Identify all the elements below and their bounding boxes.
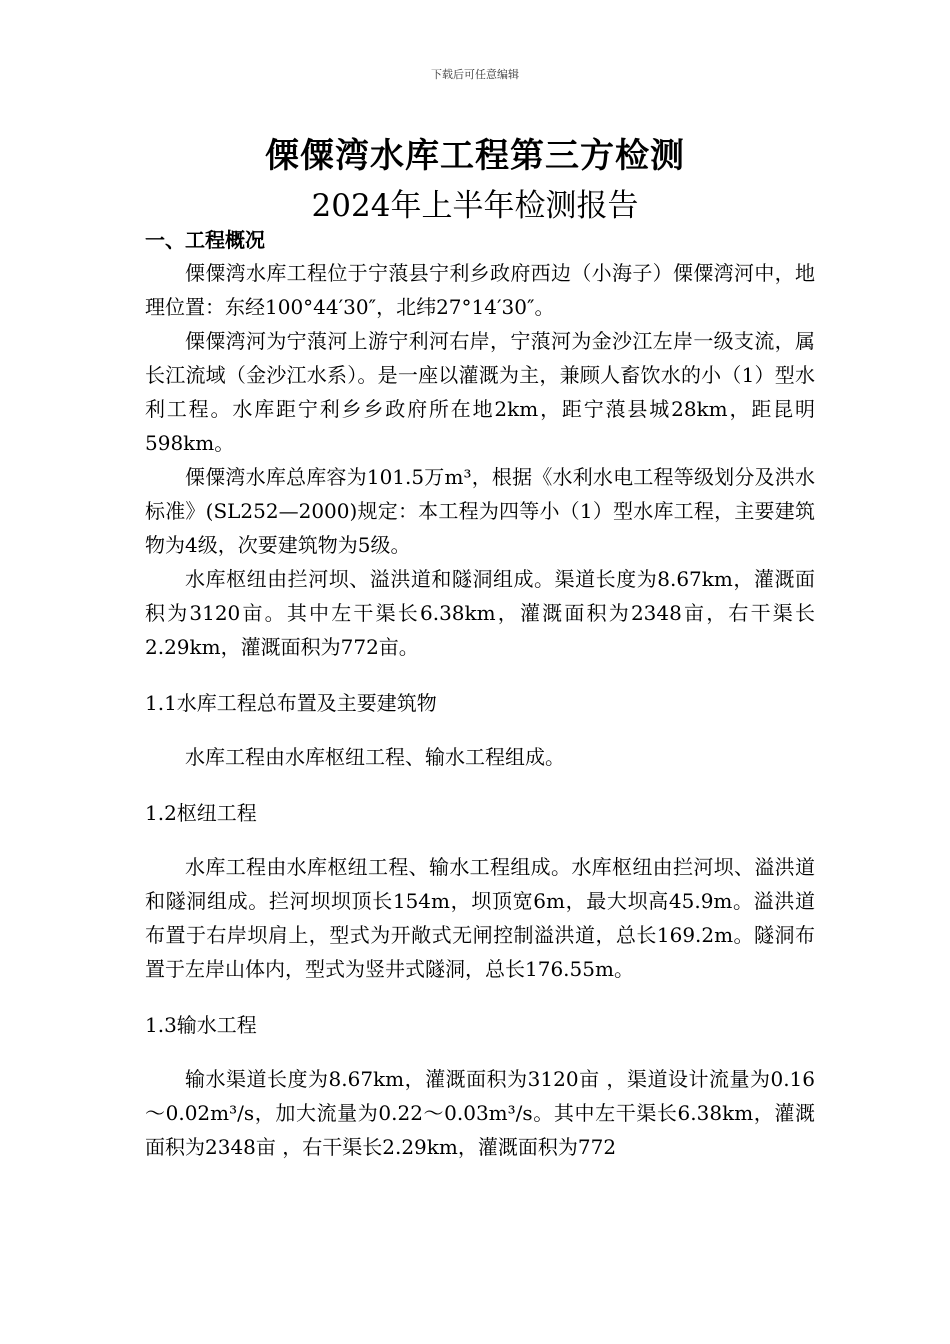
subsection-1-1-paragraph: 水库工程由水库枢纽工程、输水工程组成。: [185, 745, 565, 769]
subsection-1-3-paragraph: 输水渠道长度为8.67km，灌溉面积为3120亩 ，渠道设计流量为0.16～0.02m³/s，加大流量为0.22～0.03m³/s。其中左干渠长6.38km，灌溉面积为2348亩 ，右干渠长2.29km，灌溉面积为772: [145, 1067, 815, 1159]
overview-paragraph-location: 傈僳湾水库工程位于宁蒗县宁利乡政府西边（小海子）傈僳湾河中，地理位置：东经100°44′30″，北纬27°14′30″。: [145, 261, 815, 319]
overview-paragraph-river: 傈僳湾河为宁蒗河上游宁利河右岸，宁蒗河为金沙江左岸一级支流，属长江流域（金沙江水系）。是一座以灌溉为主，兼顾人畜饮水的小（1）型水利工程。水库距宁利乡乡政府所在地2km，距宁蒗县城28km，距昆明598km。: [145, 329, 815, 455]
subsection-heading-1-2: 1.2枢纽工程: [145, 801, 257, 825]
subsection-heading-1-3: 1.3输水工程: [145, 1013, 257, 1037]
document-title: 傈僳湾水库工程第三方检测: [265, 136, 685, 176]
subsection-heading-1-1: 1.1水库工程总布置及主要建筑物: [145, 691, 437, 715]
header-note: 下载后可任意编辑: [431, 68, 519, 81]
document-subtitle: 2024年上半年检测报告: [311, 188, 639, 224]
subsection-1-2-paragraph: 水库工程由水库枢纽工程、输水工程组成。水库枢纽由拦河坝、溢洪道和隧洞组成。拦河坝坝顶长154m，坝顶宽6m，最大坝高45.9m。溢洪道布置于右岸坝肩上，型式为开敞式无闸控制溢洪道，总长169.2m。隧洞布置于左岸山体内，型式为竖井式隧洞，总长176.55m。: [145, 855, 815, 981]
overview-paragraph-hub: 水库枢纽由拦河坝、溢洪道和隧洞组成。渠道长度为8.67km，灌溉面积为3120亩。其中左干渠长6.38km，灌溉面积为2348亩，右干渠长2.29km，灌溉面积为772亩。: [145, 567, 815, 659]
document-body: [145, 224, 815, 1164]
section-heading-overview: 一、工程概况: [145, 228, 265, 252]
overview-paragraph-capacity: 傈僳湾水库总库容为101.5万m³，根据《水利水电工程等级划分及洪水标准》(SL252—2000)规定：本工程为四等小（1）型水库工程，主要建筑物为4级，次要建筑物为5级。: [145, 465, 815, 557]
